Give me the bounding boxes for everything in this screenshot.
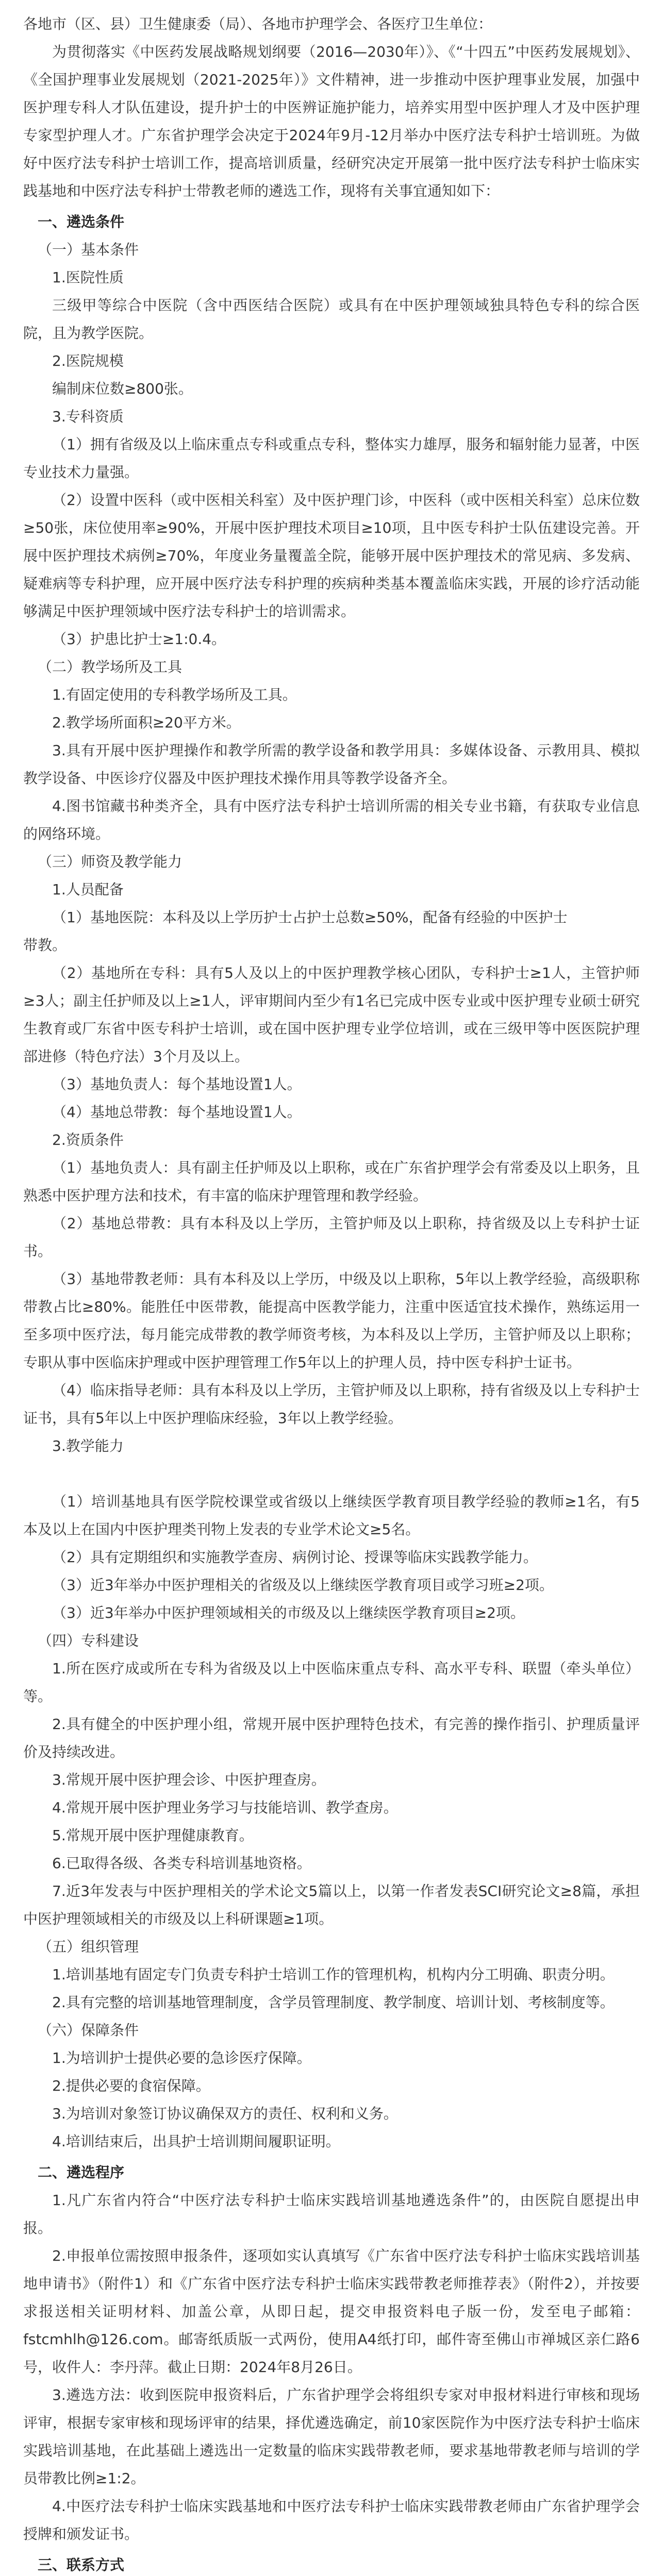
support-item-4: 4.培训结束后，出具护士培训期间履职证明。 bbox=[52, 2133, 340, 2150]
ability-item-2: （2）具有定期组织和实施教学查房、病例讨论、授课等临床实践教学能力。 bbox=[52, 1549, 538, 1566]
qualification-item-3: （3）基地带教老师：具有本科及以上学历，中级及以上职称，5年以上教学经验，高级职称带教占比≥80%。能胜任中医带教，能提高中医教学能力，注重中医适宜技术操作，熟练运用一至多项中医疗法，每月能完成带教的教学师资考核，为本科及以上学历，主管护师及以上职称；专职从事中医临床护理或中医护理管理工作5年以上的护理人员，持中医专科护士证书。 bbox=[23, 1270, 640, 1371]
qualification-item-1: （1）基地负责人：具有副主任护师及以上职称，或在广东省护理学会有常委及以上职务，且熟悉中医护理方法和技术，有丰富的临床护理管理和教学经验。 bbox=[23, 1159, 640, 1204]
teaching-item-1: 1.有固定使用的专科教学场所及工具。 bbox=[52, 686, 297, 703]
procedure-item-4: 4.中医疗法专科护士临床实践基地和中医疗法专科护士临床实践带教老师由广东省护理学会授牌和颁发证书。 bbox=[23, 2498, 640, 2543]
organization-item-1: 1.培训基地有固定专门负责专科护士培训工作的管理机构，机构内分工明确、职责分明。 bbox=[52, 1966, 615, 1983]
procedure-item-1: 1.凡广东省内符合“中医疗法专科护士临床实践培训基地遴选条件”的，由医院自愿提出申报。 bbox=[23, 2192, 640, 2236]
teachers-qualification: 2.资质条件 bbox=[52, 1131, 124, 1148]
specialty-item-7: 7.近3年发表与中医护理相关的学术论文5篇以上，以第一作者发表SCI研究论文≥8篇，承担中医护理领域相关的市级及以上科研课题≥1项。 bbox=[23, 1883, 640, 1927]
specialty-item-2: 2.具有健全的中医护理小组，常规开展中医护理特色技术，有完善的操作指引、护理质量评价及持续改进。 bbox=[23, 1716, 640, 1760]
teachers-staffing: 1.人员配备 bbox=[52, 881, 124, 898]
subheading-basic: （一）基本条件 bbox=[38, 241, 139, 258]
qualification-item-4: （4）临床指导老师：具有本科及以上学历，主管护师及以上职称，持有省级及以上专科护士证书，具有5年以上中医护理临床经验，3年以上教学经验。 bbox=[23, 1382, 640, 1427]
specialty-item-1: 1.所在医疗成或所在专科为省级及以上中医临床重点专科、高水平专科、联盟（牵头单位）等。 bbox=[23, 1660, 640, 1705]
ability-item-3: （3）近3年举办中医护理相关的省级及以上继续医学教育项目或学习班≥2项。 bbox=[52, 1577, 554, 1594]
ability-item-1: （1）培训基地具有医学院校课堂或省级以上继续医学教育项目教学经验的教师≥1名，有5本及以上在国内中医护理类刊物上发表的专业学术论文≥5名。 bbox=[23, 1493, 640, 1538]
procedure-item-2: 2.申报单位需按照申报条件，逐项如实认真填写《广东省中医疗法专科护士临床实践培训基地申请书》（附件1）和《广东省中医疗法专科护士临床实践带教老师推荐表》（附件2），并按要求报送相关证明材料、加盖公章，从即日起，提交申报资料电子版一份，发至电子邮箱：fstcmhlh@126.com。邮寄纸质版一式两份，使用A4纸打印，邮件寄至佛山市禅城区亲仁路6号，收件人：李丹萍。截止日期：2024年8月26日。 bbox=[23, 2247, 640, 2376]
specialty-item-4: 4.常规开展中医护理业务学习与技能培训、教学查房。 bbox=[52, 1799, 398, 1816]
subheading-teaching: （二）教学场所及工具 bbox=[38, 658, 183, 675]
teaching-item-2: 2.教学场所面积≥20平方米。 bbox=[52, 714, 241, 731]
teachers-item-4: （4）基地总带教：每个基地设置1人。 bbox=[52, 1104, 302, 1121]
procedure-item-3: 3.遴选方法：收到医院申报资料后，广东省护理学会将组织专家对申报材料进行审核和现场评审，根据专家审核和现场评审的结果，择优遴选确定，前10家医院作为中医疗法专科护士临床实践培训基地，在此基础上遴选出一定数量的临床实践带教老师，要求基地带教老师与培训的学员带教比例≥1:2。 bbox=[23, 2386, 640, 2487]
subheading-teachers: （三）师资及教学能力 bbox=[38, 853, 183, 870]
teachers-item-3: （3）基地负责人：每个基地设置1人。 bbox=[52, 1076, 302, 1093]
item-hospital-scale: 2.医院规模 bbox=[52, 352, 124, 369]
organization-item-2: 2.具有完整的培训基地管理制度，含学员管理制度、教学制度、培训计划、考核制度等。 bbox=[52, 1994, 615, 2011]
specialty-item-6: 6.已取得各级、各类专科培训基地资格。 bbox=[52, 1855, 311, 1872]
support-item-3: 3.为培训对象签订协议确保双方的责任、权利和义务。 bbox=[52, 2105, 398, 2122]
item-qualification-2: （2）设置中医科（或中医相关科室）及中医护理门诊，中医科（或中医相关科室）总床位数≥50张，床位使用率≥90%，开展中医护理技术项目≥10项，且中医专科护士队伍建设完善。开展中医护理技术病例≥70%，年度业务量覆盖全院，能够开展中医护理技术的常见病、多发病、疑难病等专科护理，应开展中医疗法专科护理的疾病种类基本覆盖临床实践，开展的诊疗活动能够满足中医护理领域中医疗法专科护士的培训需求。 bbox=[23, 492, 640, 620]
qualification-item-2: （2）基地总带教：具有本科及以上学历，主管护师及以上职称，持省级及以上专科护士证书。 bbox=[23, 1215, 640, 1260]
item-qualification-3: （3）护患比护士≥1:0.4。 bbox=[52, 631, 226, 648]
ability-item-4: （3）近3年举办中医护理领域相关的市级及以上继续医学教育项目≥2项。 bbox=[52, 1604, 525, 1621]
teachers-item-1: （1）基地医院：本科及以上学历护士占护士总数≥50%，配备有经验的中医护士 bbox=[52, 909, 568, 926]
teachers-item-1-cont: 带教。 bbox=[23, 937, 67, 954]
teaching-item-4: 4.图书馆藏书种类齐全，具有中医疗法专科护士培训所需的相关专业书籍，有获取专业信息的网络环境。 bbox=[23, 798, 640, 842]
subheading-specialty: （四）专科建设 bbox=[38, 1632, 139, 1649]
specialty-item-3: 3.常规开展中医护理会诊、中医护理查房。 bbox=[52, 1771, 326, 1788]
subheading-organization: （五）组织管理 bbox=[38, 1938, 139, 1955]
item-qualification: 3.专科资质 bbox=[52, 408, 124, 425]
section-heading-3: 三、联系方式 bbox=[38, 2556, 125, 2573]
item-hospital-type-text: 三级甲等综合中医院（含中西医结合医院）或具有在中医护理领域独具特色专科的综合医院，且为教学医院。 bbox=[23, 297, 640, 342]
specialty-item-5: 5.常规开展中医护理健康教育。 bbox=[52, 1827, 254, 1844]
intro-paragraph: 为贯彻落实《中医药发展战略规划纲要（2016—2030年）》、《“十四五”中医药发展规划》、《全国护理事业发展规划（2021-2025年）》文件精神，进一步推动中医护理事业发展，加强中医护理专科人才队伍建设，提升护士的中医辨证施护能力，培养实用型中医护理人才及中医护理专家型护理人才。广东省护理学会决定于2024年9月-12月举办中医疗法专科护士培训班。为做好中医疗法专科护士培训工作，提高培训质量，经研究决定开展第一批中医疗法专科护士临床实践基地和中医疗法专科护士带教老师的遴选工作，现将有关事宜通知如下： bbox=[23, 43, 640, 199]
teachers-ability: 3.教学能力 bbox=[52, 1437, 124, 1454]
subheading-support: （六）保障条件 bbox=[38, 2022, 139, 2039]
section-heading-2: 二、遴选程序 bbox=[38, 2164, 125, 2181]
support-item-1: 1.为培训护士提供必要的急诊医疗保障。 bbox=[52, 2049, 311, 2066]
support-item-2: 2.提供必要的食宿保障。 bbox=[52, 2077, 210, 2094]
section-heading-1: 一、遴选条件 bbox=[38, 213, 125, 230]
teaching-item-3: 3.具有开展中医护理操作和教学所需的教学设备和教学用具：多媒体设备、示教用具、模拟教学设备、中医诊疗仪器及中医护理技术操作用具等教学设备齐全。 bbox=[23, 742, 640, 787]
item-hospital-scale-text: 编制床位数≥800张。 bbox=[52, 380, 193, 397]
teachers-item-2: （2）基地所在专科：具有5人及以上的中医护理教学核心团队，专科护士≥1人，主管护师≥3人；副主任护师及以上≥1人，评审期间内至少有1名已完成中医专业或中医护理专业硕士研究生教育或厂东省中医专科护士培训，或在国中医护理专业学位培训，或在三级甲等中医医院护理部进修（特色疗法）3个月及以上。 bbox=[23, 964, 640, 1065]
item-qualification-1: （1）拥有省级及以上临床重点专科或重点专科，整体实力雄厚，服务和辐射能力显著，中医专业技术力量强。 bbox=[23, 436, 640, 481]
addressees: 各地市（区、县）卫生健康委（局）、各地市护理学会、各医疗卫生单位： bbox=[23, 15, 493, 32]
document-body bbox=[23, 10, 640, 2576]
item-hospital-type: 1.医院性质 bbox=[52, 269, 124, 286]
